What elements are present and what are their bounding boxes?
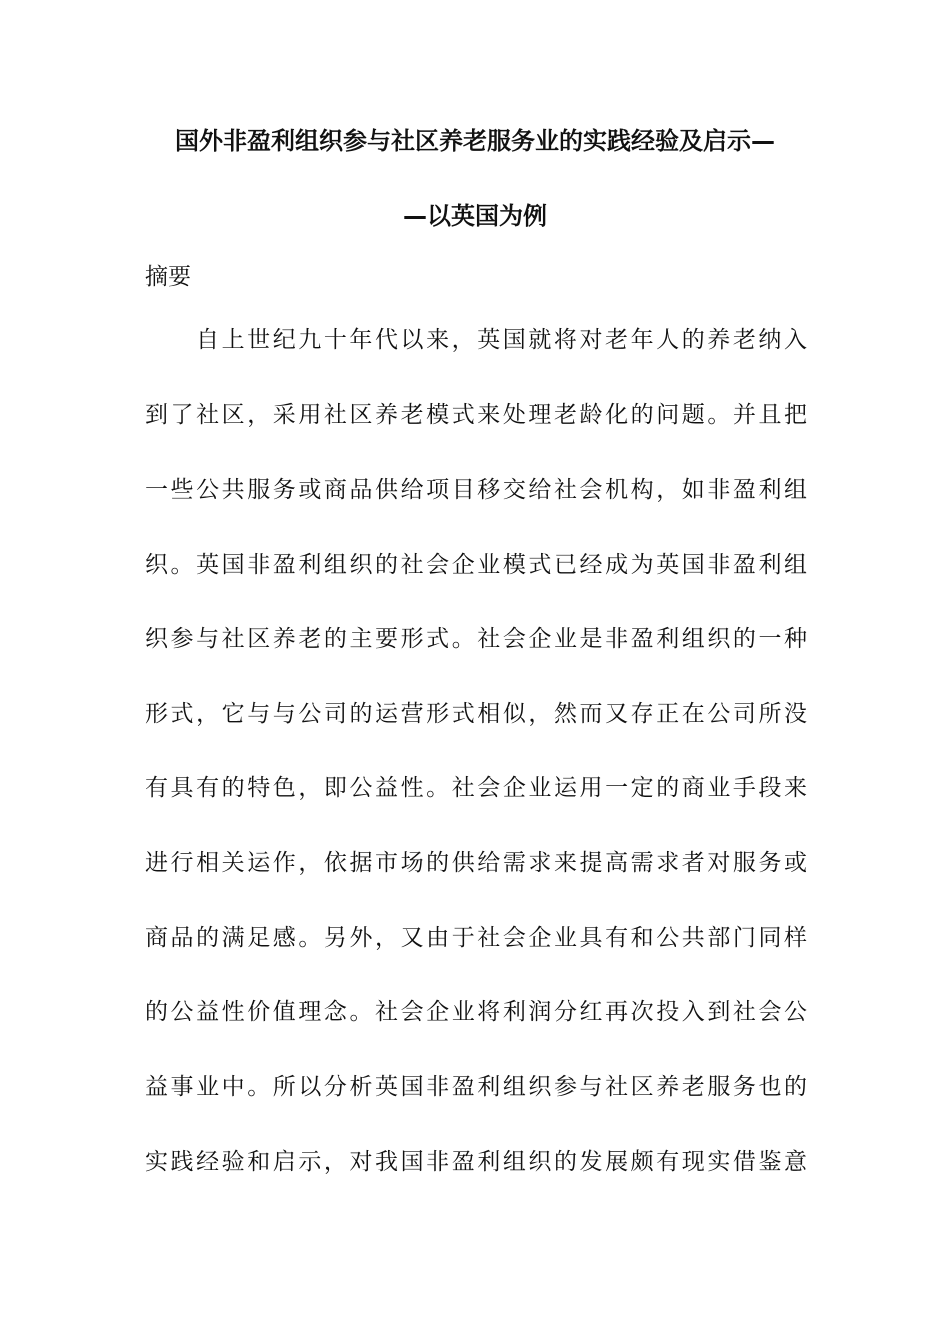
- abstract-line: 织参与社区养老的主要形式。社会企业是非盈利组织的一种: [145, 626, 807, 652]
- abstract-line: 进行相关运作，依据市场的供给需求来提高需求者对服务或: [145, 850, 807, 876]
- document-title-line-2: —以英国为例: [403, 202, 547, 230]
- abstract-line: 实践经验和启示，对我国非盈利组织的发展颇有现实借鉴意: [145, 1149, 807, 1175]
- document-title-line-1: 国外非盈利组织参与社区养老服务业的实践经验及启示—: [175, 127, 775, 155]
- abstract-line: 形式，它与与公司的运营形式相似，然而又存正在公司所没: [145, 701, 807, 727]
- abstract-line: 自上世纪九十年代以来，英国就将对老年人的养老纳入: [196, 327, 807, 353]
- abstract-line: 一些公共服务或商品供给项目移交给社会机构，如非盈利组: [145, 477, 807, 503]
- abstract-line: 商品的满足感。另外，又由于社会企业具有和公共部门同样: [145, 925, 807, 951]
- abstract-line: 的公益性价值理念。社会企业将利润分红再次投入到社会公: [145, 999, 807, 1025]
- abstract-line: 织。英国非盈利组织的社会企业模式已经成为英国非盈利组: [145, 552, 807, 578]
- abstract-heading: 摘要: [145, 264, 191, 290]
- abstract-line: 有具有的特色，即公益性。社会企业运用一定的商业手段来: [145, 775, 807, 801]
- abstract-line: 到了社区，采用社区养老模式来处理老龄化的问题。并且把: [145, 402, 807, 428]
- abstract-line: 益事业中。所以分析英国非盈利组织参与社区养老服务也的: [145, 1074, 807, 1100]
